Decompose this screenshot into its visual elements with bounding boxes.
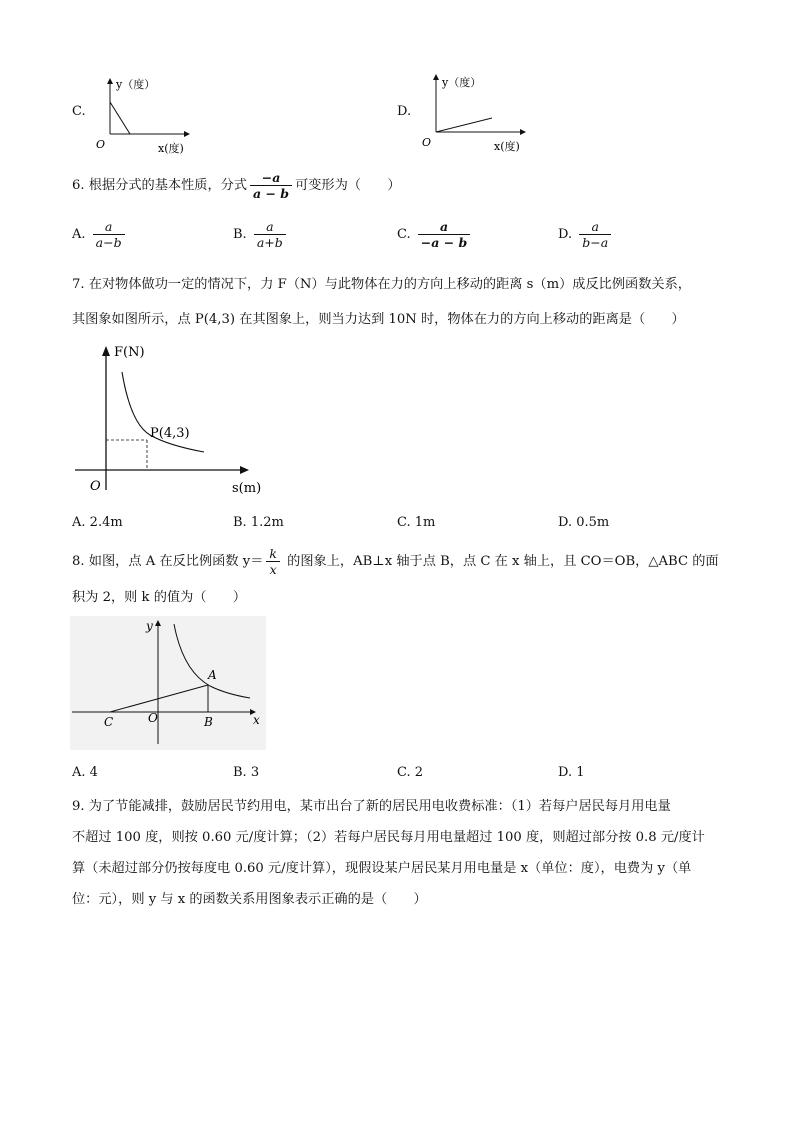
q9-line4: 位：元），则 y 与 x 的函数关系用图象表示正确的是（ ） [72, 892, 427, 907]
q6-option-c-num: a [439, 219, 449, 234]
q6-option-a-den: a−b [93, 234, 125, 250]
q6-option-b-label: B. [233, 227, 247, 242]
q5c-xlabel: x(度) [158, 142, 184, 155]
q8-option-a-text: 4 [89, 765, 98, 780]
q8-xlabel: x [253, 713, 260, 727]
q8-line1-post: 的图象上，AB⊥x 轴于点 B，点 C 在 x 轴上，且 CO＝OB，△ABC 的面 [282, 554, 719, 569]
q5c-origin: O [96, 138, 106, 151]
q6-option-a-num: a [104, 219, 113, 234]
q7-option-b [233, 515, 284, 530]
q9-line3: 算（未超过部分仍按每度电 0.60 元/度计算），现假设某户居民某月用电量是 x（单位：度），电费为 y（单 [72, 861, 692, 876]
q5d-xlabel: x(度) [494, 140, 520, 153]
q7-option-d-text: 0.5m [576, 515, 610, 530]
q8-frac-num: k [269, 546, 277, 561]
q7-option-d-label: D. [558, 515, 573, 530]
q8-option-d-text: 1 [576, 765, 585, 780]
q5c-ylabel: y（度） [116, 78, 156, 91]
q6-option-c-den: −a − b [418, 234, 471, 250]
q7-option-a-text: 2.4m [89, 515, 123, 530]
q8-option-b-label: B. [233, 765, 247, 780]
q7-line1: 7. 在对物体做功一定的情况下，力 F（N）与此物体在力的方向上移动的距离 s（m）成反比例函数关系， [72, 277, 691, 292]
q7-origin: O [90, 479, 101, 494]
q8-option-a-label: A. [72, 765, 86, 780]
q6-option-a-label: A. [72, 227, 86, 242]
q6-option-b-num: a [266, 219, 274, 234]
q6-stem [72, 170, 727, 201]
q8-option-a [72, 765, 98, 780]
q8-graph [70, 616, 266, 750]
q6-stem-pre: 6. 根据分式的基本性质，分式 [72, 178, 248, 193]
q7-line2: 其图象如图所示，点 P(4,3) 在其图象上，则当力达到 10N 时，物体在力的方向上移动的距离是（ ） [72, 312, 685, 327]
q7-option-c-text: 1m [414, 515, 436, 530]
q6-stem-post: 可变形为（ ） [295, 178, 401, 193]
q7-xlabel: s(m) [232, 481, 262, 496]
q5-option-c-graph [88, 76, 198, 158]
q5-option-d-graph [414, 72, 534, 156]
q8-option-d [558, 765, 585, 780]
q8-frac-den: x [266, 561, 280, 577]
q8-option-c-label: C. [397, 765, 411, 780]
q6-option-b [233, 219, 289, 250]
q7-ylabel: F(N) [114, 345, 145, 360]
q7-option-c [397, 515, 435, 530]
q6-stem-frac-num: −a [261, 170, 281, 185]
q7-graph [70, 340, 280, 502]
q6-stem-fraction [250, 170, 292, 201]
q6-option-d [558, 219, 614, 250]
q8-option-d-label: D. [558, 765, 573, 780]
q8-option-c-text: 2 [414, 765, 424, 780]
q8-ylabel: y [146, 619, 153, 633]
q8-point-b: B [204, 715, 213, 729]
q7-point-label: P(4,3) [150, 426, 190, 441]
q5d-ylabel: y（度） [442, 76, 482, 89]
q8-line1 [72, 546, 727, 577]
q7-option-b-label: B. [233, 515, 247, 530]
q7-option-a-label: A. [72, 515, 86, 530]
q6-stem-frac-den: a − b [250, 185, 292, 201]
q6-option-d-den: b−a [579, 234, 611, 250]
q8-option-b-text: 3 [250, 765, 260, 780]
q6-option-d-label: D. [558, 227, 573, 242]
q6-option-c [397, 219, 473, 250]
q6-option-b-den: a+b [254, 234, 286, 250]
q8-point-a: A [208, 668, 217, 682]
q7-option-b-text: 1.2m [250, 515, 284, 530]
q5-option-c-label: C. [72, 104, 86, 119]
q8-origin: O [148, 711, 158, 725]
q8-point-c: C [104, 715, 114, 729]
q5-option-d-label: D. [397, 104, 412, 119]
q6-option-c-label: C. [397, 227, 411, 242]
q6-option-a [72, 219, 128, 250]
q8-line2: 积为 2，则 k 的值为（ ） [72, 590, 247, 605]
q7-option-a [72, 515, 123, 530]
q6-option-d-num: a [591, 219, 599, 234]
q7-option-d [558, 515, 609, 530]
q7-option-c-label: C. [397, 515, 411, 530]
q9-line1: 9. 为了节能减排，鼓励居民节约用电，某市出台了新的居民用电收费标准：（1）若每户居民每月用电量 [72, 799, 671, 814]
q9-line2: 不超过 100 度，则按 0.60 元/度计算；（2）若每户居民每月用电量超过 100 度，则超过部分按 0.8 元/度计 [72, 830, 705, 845]
q8-line1-pre: 8. 如图，点 A 在反比例函数 y＝ [72, 554, 264, 569]
q8-option-c [397, 765, 423, 780]
q5d-origin: O [422, 136, 432, 149]
q8-option-b [233, 765, 259, 780]
